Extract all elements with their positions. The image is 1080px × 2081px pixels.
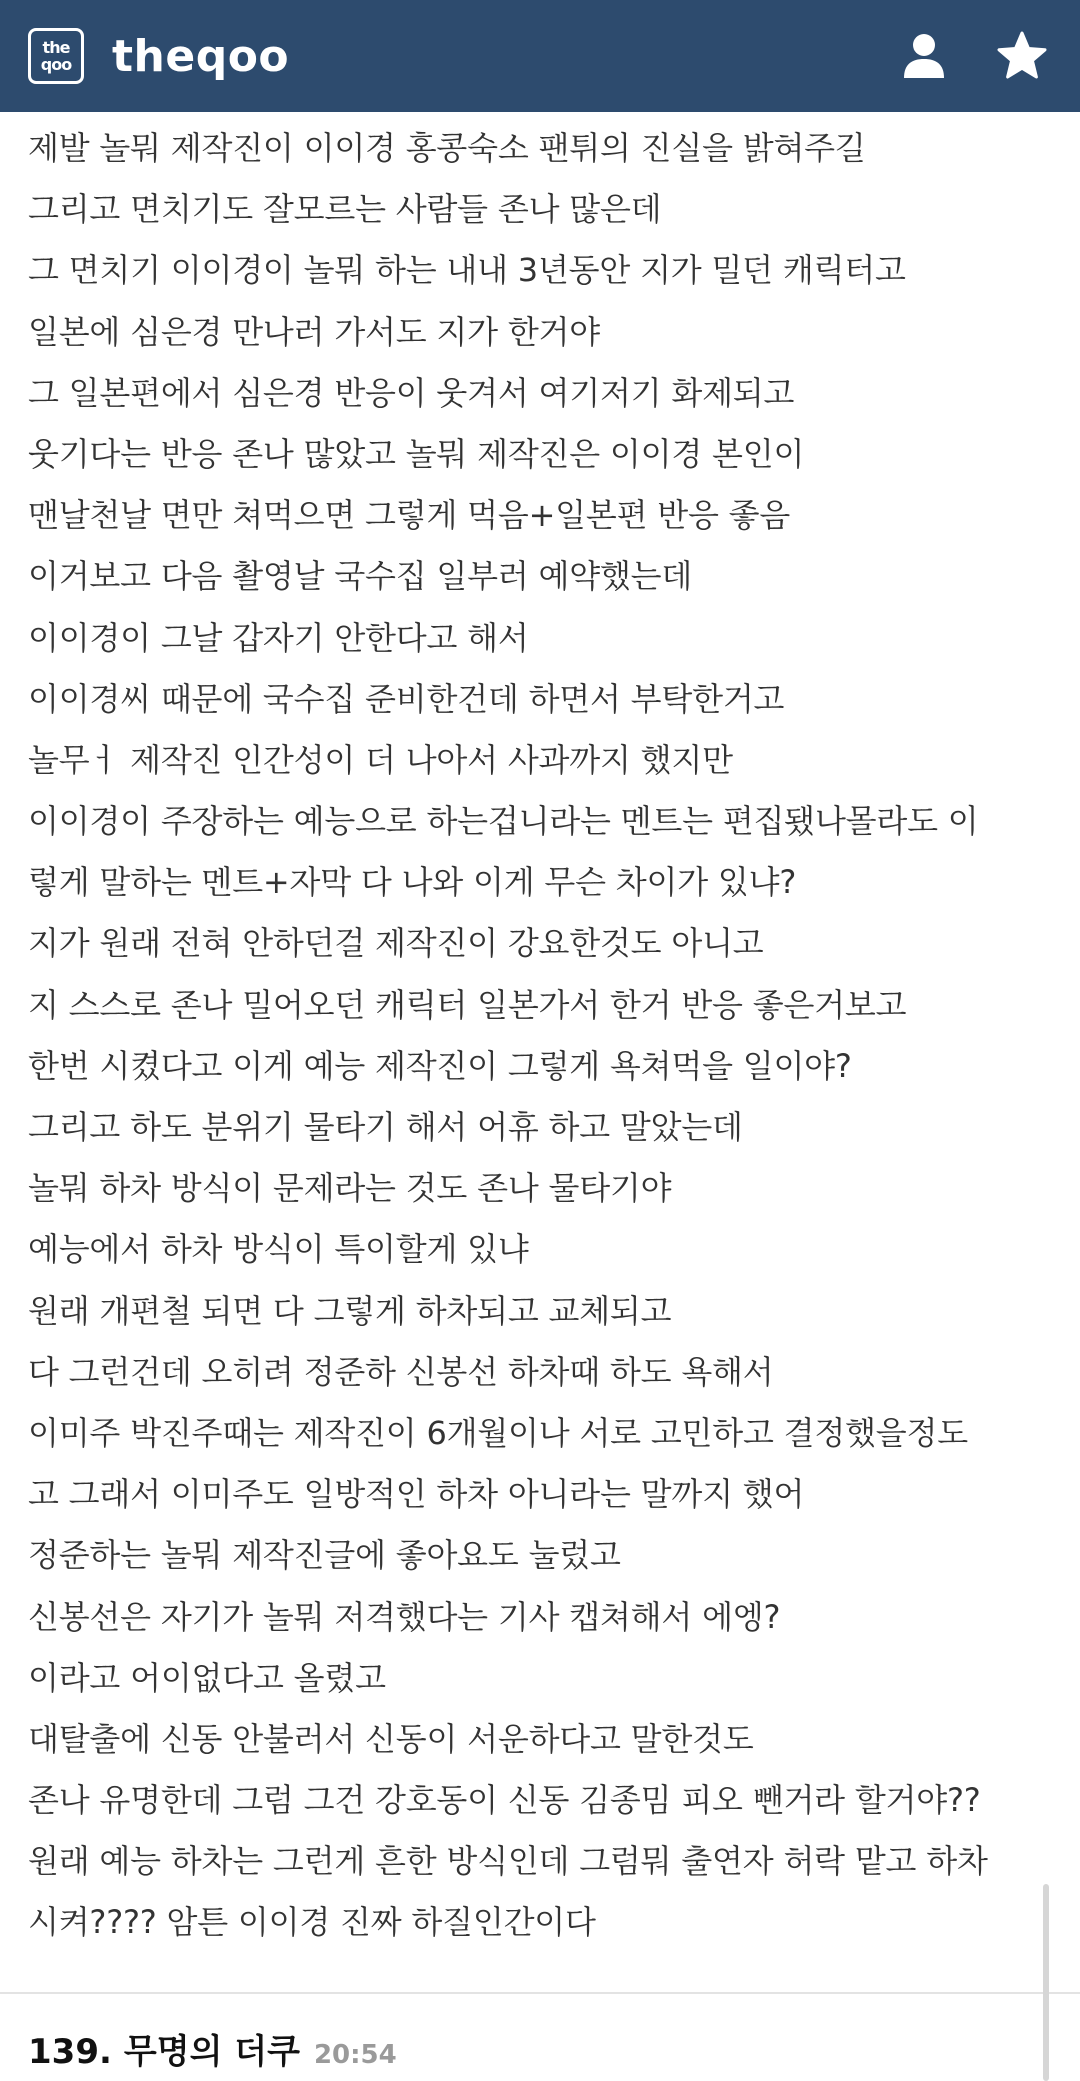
post-line: 이이경이 그날 갑자기 안한다고 해서 bbox=[28, 618, 529, 657]
comment-header bbox=[28, 2024, 397, 2080]
logo-text-top: the bbox=[42, 38, 70, 57]
post-line: 그리고 면치기도 잘모르는 사람들 존나 많은데 bbox=[28, 190, 662, 229]
post-content bbox=[0, 112, 1080, 1954]
post-line: 이미주 박진주때는 제작진이 6개월이나 서로 고민하고 결정했을정도 bbox=[28, 1413, 968, 1452]
post-line: 웃기다는 반응 존나 많았고 놀뭐 제작진은 이이경 본인이 bbox=[28, 434, 805, 473]
post-line: 원래 예능 하차는 그런게 흔한 방식인데 그럼뭐 출연자 허락 맡고 하차 bbox=[28, 1842, 988, 1881]
post-line: 고 그래서 이미주도 일방적인 하차 아니라는 말까지 했어 bbox=[28, 1475, 805, 1514]
logo-text-bottom: qoo bbox=[40, 55, 72, 74]
post-line: 예능에서 하차 방식이 특이할게 있냐 bbox=[28, 1230, 529, 1269]
comment-divider bbox=[0, 1992, 1080, 1994]
post-line: 시켜???? 암튼 이이경 진짜 하질인간이다 bbox=[28, 1903, 596, 1942]
post-line: 맨날천날 면만 쳐먹으면 그렇게 먹음+일본편 반응 좋음 bbox=[28, 496, 791, 535]
post-line: 대탈출에 신동 안불러서 신동이 서운하다고 말한것도 bbox=[28, 1719, 754, 1758]
post-line: 일본에 심은경 만나러 가서도 지가 한거야 bbox=[28, 312, 600, 351]
comment-number: 139. bbox=[28, 2032, 112, 2072]
post-line: 그 면치기 이이경이 놀뭐 하는 내내 3년동안 지가 밀던 캐릭터고 bbox=[28, 251, 906, 290]
post-line: 그 일본편에서 심은경 반응이 웃겨서 여기저기 화제되고 bbox=[28, 373, 795, 412]
comment-author: 무명의 더쿠 bbox=[123, 2032, 300, 2072]
post-line: 다 그런건데 오히려 정준하 신봉선 하차때 하도 욕해서 bbox=[28, 1352, 774, 1391]
post-body bbox=[28, 112, 1052, 1954]
post-line: 존나 유명한데 그럼 그건 강호동이 신동 김종밈 피오 뺀거라 할거야?? bbox=[28, 1781, 981, 1820]
app-header bbox=[0, 0, 1080, 112]
post-line: 놀무ㅓ 제작진 인간성이 더 나아서 사과까지 했지만 bbox=[28, 740, 733, 779]
post-line: 정준하는 놀뭐 제작진글에 좋아요도 눌렀고 bbox=[28, 1536, 621, 1575]
post-line: 신봉선은 자기가 놀뭐 저격했다는 기사 캡쳐해서 에엥? bbox=[28, 1597, 781, 1636]
post-line: 제발 놀뭐 제작진이 이이경 홍콩숙소 팬튀의 진실을 밝혀주길 bbox=[28, 129, 866, 167]
scrollbar[interactable] bbox=[1043, 1884, 1049, 2081]
post-line: 그리고 하도 분위기 물타기 해서 어휴 하고 말았는데 bbox=[28, 1108, 743, 1146]
post-line: 원래 개편철 되면 다 그렇게 하차되고 교체되고 bbox=[28, 1291, 672, 1330]
post-line: 이라고 어이없다고 올렸고 bbox=[28, 1658, 386, 1697]
post-line: 이거보고 다음 촬영날 국수집 일부러 예약했는데 bbox=[28, 557, 693, 596]
post-line: 이이경이 주장하는 예능으로 하는겁니라는 멘트는 편집됐나몰라도 이 bbox=[28, 802, 979, 841]
theqoo-logo[interactable] bbox=[28, 28, 84, 84]
post-line: 한번 시켰다고 이게 예능 제작진이 그렇게 욕쳐먹을 일이야? bbox=[28, 1046, 852, 1085]
post-line: 지 스스로 존나 밀어오던 캐릭터 일본가서 한거 반응 좋은거보고 bbox=[28, 985, 907, 1024]
app-name[interactable]: theqoo bbox=[112, 30, 290, 82]
comment-time: 20:54 bbox=[313, 2040, 397, 2070]
post-line: 이이경씨 때문에 국수집 준비한건데 하면서 부탁한거고 bbox=[28, 679, 785, 718]
post-line: 지가 원래 전혀 안하던걸 제작진이 강요한것도 아니고 bbox=[28, 924, 764, 963]
user-icon[interactable] bbox=[894, 26, 954, 86]
post-line: 렇게 말하는 멘트+자막 다 나와 이게 무슨 차이가 있냐? bbox=[28, 863, 797, 902]
star-icon[interactable] bbox=[992, 26, 1052, 86]
post-line: 놀뭐 하차 방식이 문제라는 것도 존나 물타기야 bbox=[28, 1169, 672, 1208]
